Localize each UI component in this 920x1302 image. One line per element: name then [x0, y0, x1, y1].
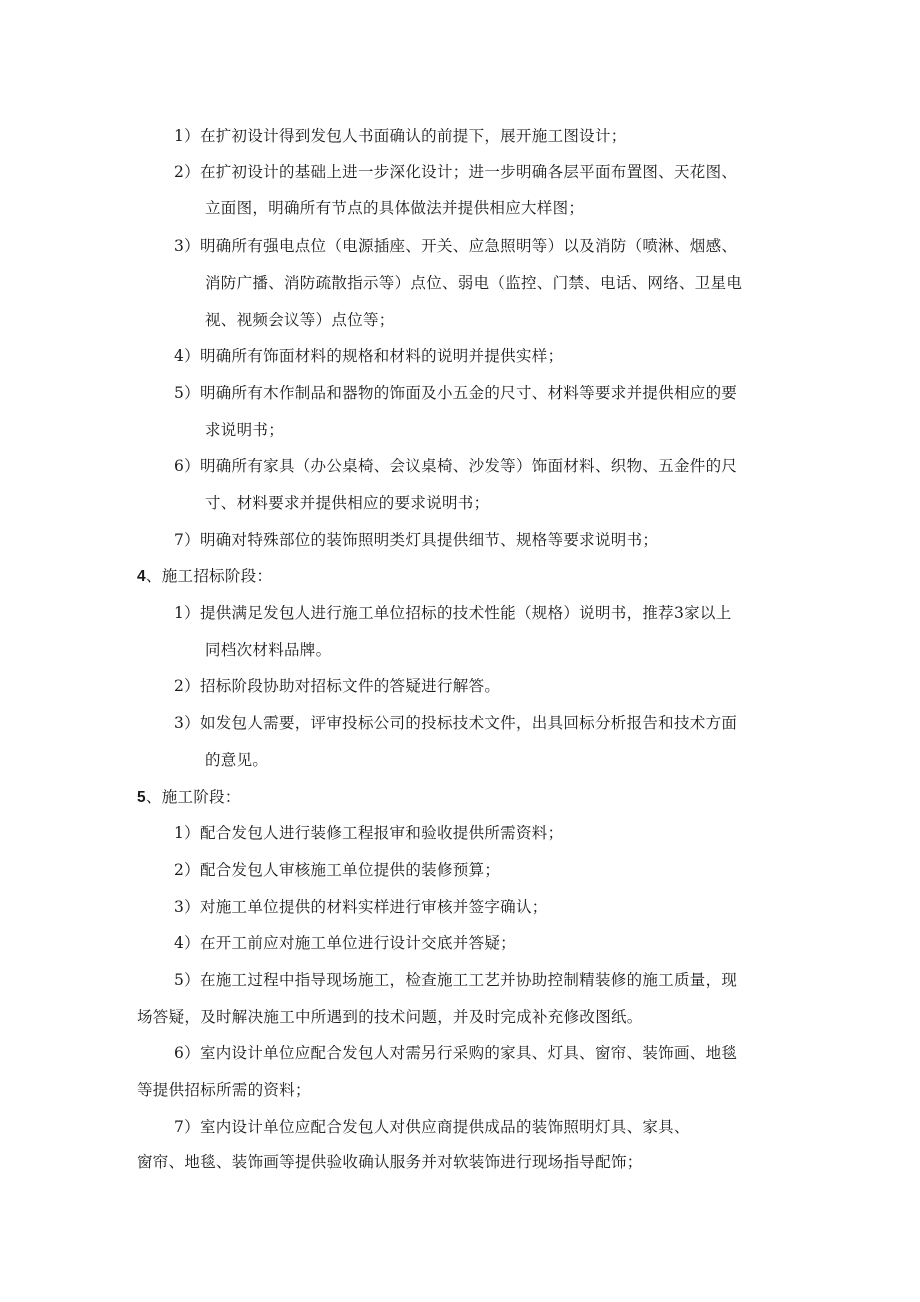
item-text-line: 1）配合发包人进行装修工程报审和验收提供所需资料；	[174, 824, 564, 842]
item-text-line: 3）如发包人需要，评审投标公司的投标技术文件，出具回标分析报告和技术方面	[174, 714, 738, 732]
section-number: 4	[137, 568, 146, 585]
item-text-line: 同档次材料品牌。	[205, 641, 332, 659]
section-title: 、施工阶段：	[145, 788, 241, 806]
item-text-line: 6）明确所有家具（办公桌椅、会议桌椅、沙发等）饰面材料、织物、五金件的尺	[174, 457, 738, 475]
item-text-line: 1）在扩初设计得到发包人书面确认的前提下，展开施工图设计；	[174, 127, 627, 145]
item-text-line: 视、视频会议等）点位等；	[205, 311, 395, 329]
item-text-line: 5）在施工过程中指导现场施工，检查施工工艺并协助控制精装修的施工质量，现	[174, 971, 738, 989]
section-heading	[137, 566, 272, 587]
item-text-line: 1）提供满足发包人进行施工单位招标的技术性能（规格）说明书，推荐3家以上	[174, 604, 732, 622]
item-text-line: 5）明确所有木作制品和器物的饰面及小五金的尺寸、材料等要求并提供相应的要	[174, 384, 738, 402]
item-text-line: 等提供招标所需的资料；	[137, 1081, 311, 1099]
item-text-line: 2）配合发包人审核施工单位提供的装修预算；	[174, 861, 501, 879]
item-text-line: 7）明确对特殊部位的装饰照明类灯具提供细节、规格等要求说明书；	[174, 531, 659, 549]
item-text-line: 2）招标阶段协助对招标文件的答疑进行解答。	[174, 677, 501, 695]
item-text-line: 的意见。	[205, 751, 269, 769]
section-heading	[137, 787, 241, 808]
item-text-line: 7）室内设计单位应配合发包人对供应商提供成品的装饰照明灯具、家具、	[174, 1118, 690, 1136]
item-text-line: 求说明书；	[205, 421, 285, 439]
item-text-line: 4）明确所有饰面材料的规格和材料的说明并提供实样；	[174, 347, 564, 365]
item-text-line: 2）在扩初设计的基础上进一步深化设计；进一步明确各层平面布置图、天花图、	[174, 163, 738, 181]
item-text-line: 立面图，明确所有节点的具体做法并提供相应大样图；	[205, 199, 585, 217]
item-text-line: 消防广播、消防疏散指示等）点位、弱电（监控、门禁、电话、网络、卫星电	[205, 274, 743, 292]
item-text-line: 场答疑，及时解决施工中所遇到的技术问题，并及时完成补充修改图纸。	[137, 1008, 643, 1026]
section-title: 、施工招标阶段：	[145, 567, 273, 585]
item-text-line: 3）对施工单位提供的材料实样进行审核并签字确认；	[174, 898, 548, 916]
item-text-line: 窗帘、地毯、装饰画等提供验收确认服务并对软装饰进行现场指导配饰；	[137, 1153, 643, 1171]
item-text-line: 寸、材料要求并提供相应的要求说明书；	[205, 494, 490, 512]
section-number: 5	[137, 789, 146, 806]
item-text-line: 3）明确所有强电点位（电源插座、开关、应急照明等）以及消防（喷淋、烟感、	[174, 237, 738, 255]
item-text-line: 4）在开工前应对施工单位进行设计交底并答疑；	[174, 934, 516, 952]
item-text-line: 6）室内设计单位应配合发包人对需另行采购的家具、灯具、窗帘、装饰画、地毯	[174, 1044, 738, 1062]
